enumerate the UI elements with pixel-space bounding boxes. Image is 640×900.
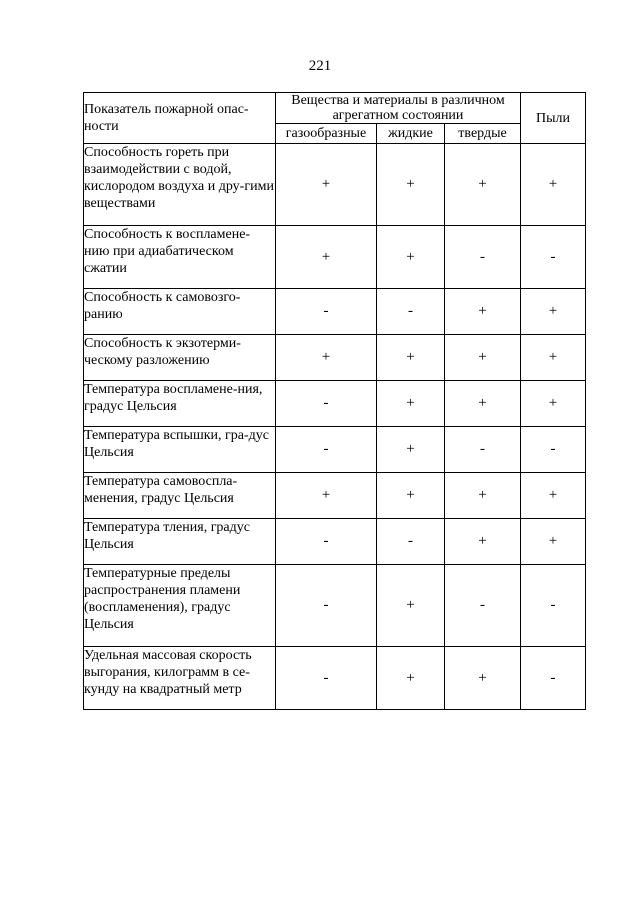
row-indicator: Температура тления, градус Цельсия [84, 519, 276, 565]
cell-solid: + [445, 647, 521, 710]
row-indicator: Удельная массовая скорость выгорания, килограмм в се-кунду на квадратный метр [84, 647, 276, 710]
cell-gas: + [276, 144, 377, 226]
fire-hazard-table [83, 92, 586, 710]
cell-dust: + [521, 381, 586, 427]
row-indicator: Способность к воспламене-нию при адиабатическом сжатии [84, 226, 276, 289]
cell-dust: - [521, 565, 586, 647]
cell-gas: - [276, 427, 377, 473]
row-indicator: Температура воспламене-ния, градус Цельсия [84, 381, 276, 427]
table-row [84, 647, 586, 710]
row-indicator: Температурные пределы распространения пламени (воспламенения), градус Цельсия [84, 565, 276, 647]
cell-dust: - [521, 647, 586, 710]
cell-liquid: + [377, 144, 445, 226]
row-indicator: Температура самовоспла-менения, градус Цельсия [84, 473, 276, 519]
cell-gas: - [276, 519, 377, 565]
cell-liquid: + [377, 226, 445, 289]
cell-dust: + [521, 289, 586, 335]
row-indicator: Способность к самовозго-ранию [84, 289, 276, 335]
cell-gas: - [276, 381, 377, 427]
cell-solid: + [445, 335, 521, 381]
table-row [84, 519, 586, 565]
table-row [84, 289, 586, 335]
cell-gas: + [276, 473, 377, 519]
table-row [84, 427, 586, 473]
cell-liquid: + [377, 335, 445, 381]
header-indicator: Показатель пожарной опас-ности [84, 93, 276, 144]
header-gas: газообразные [276, 124, 377, 144]
cell-dust: + [521, 144, 586, 226]
cell-dust: + [521, 335, 586, 381]
table-row [84, 144, 586, 226]
cell-liquid: + [377, 565, 445, 647]
header-liquid: жидкие [377, 124, 445, 144]
cell-gas: - [276, 565, 377, 647]
cell-solid: + [445, 144, 521, 226]
cell-dust: - [521, 226, 586, 289]
page-number: 221 [308, 58, 332, 74]
table-row [84, 473, 586, 519]
cell-liquid: + [377, 381, 445, 427]
cell-liquid: + [377, 427, 445, 473]
table-row [84, 335, 586, 381]
table-row [84, 565, 586, 647]
header-solid: твердые [445, 124, 521, 144]
cell-solid: + [445, 381, 521, 427]
cell-dust: - [521, 427, 586, 473]
cell-solid: - [445, 565, 521, 647]
table-row [84, 381, 586, 427]
cell-liquid: - [377, 289, 445, 335]
row-indicator: Температура вспышки, гра-дус Цельсия [84, 427, 276, 473]
table-row [84, 226, 586, 289]
cell-liquid: + [377, 647, 445, 710]
cell-dust: + [521, 519, 586, 565]
cell-solid: + [445, 289, 521, 335]
cell-dust: + [521, 473, 586, 519]
cell-liquid: + [377, 473, 445, 519]
cell-solid: + [445, 519, 521, 565]
header-substance-group: Вещества и материалы в различном агрегатном состоянии [276, 93, 521, 124]
cell-solid: + [445, 473, 521, 519]
row-indicator: Способность гореть при взаимодействии с водой, кислородом воздуха и дру-гими веществами [84, 144, 276, 226]
cell-gas: + [276, 335, 377, 381]
header-dust: Пыли [521, 93, 586, 144]
cell-solid: - [445, 226, 521, 289]
cell-solid: - [445, 427, 521, 473]
cell-gas: - [276, 289, 377, 335]
cell-gas: + [276, 226, 377, 289]
cell-gas: - [276, 647, 377, 710]
row-indicator: Способность к экзотерми-ческому разложению [84, 335, 276, 381]
cell-liquid: - [377, 519, 445, 565]
